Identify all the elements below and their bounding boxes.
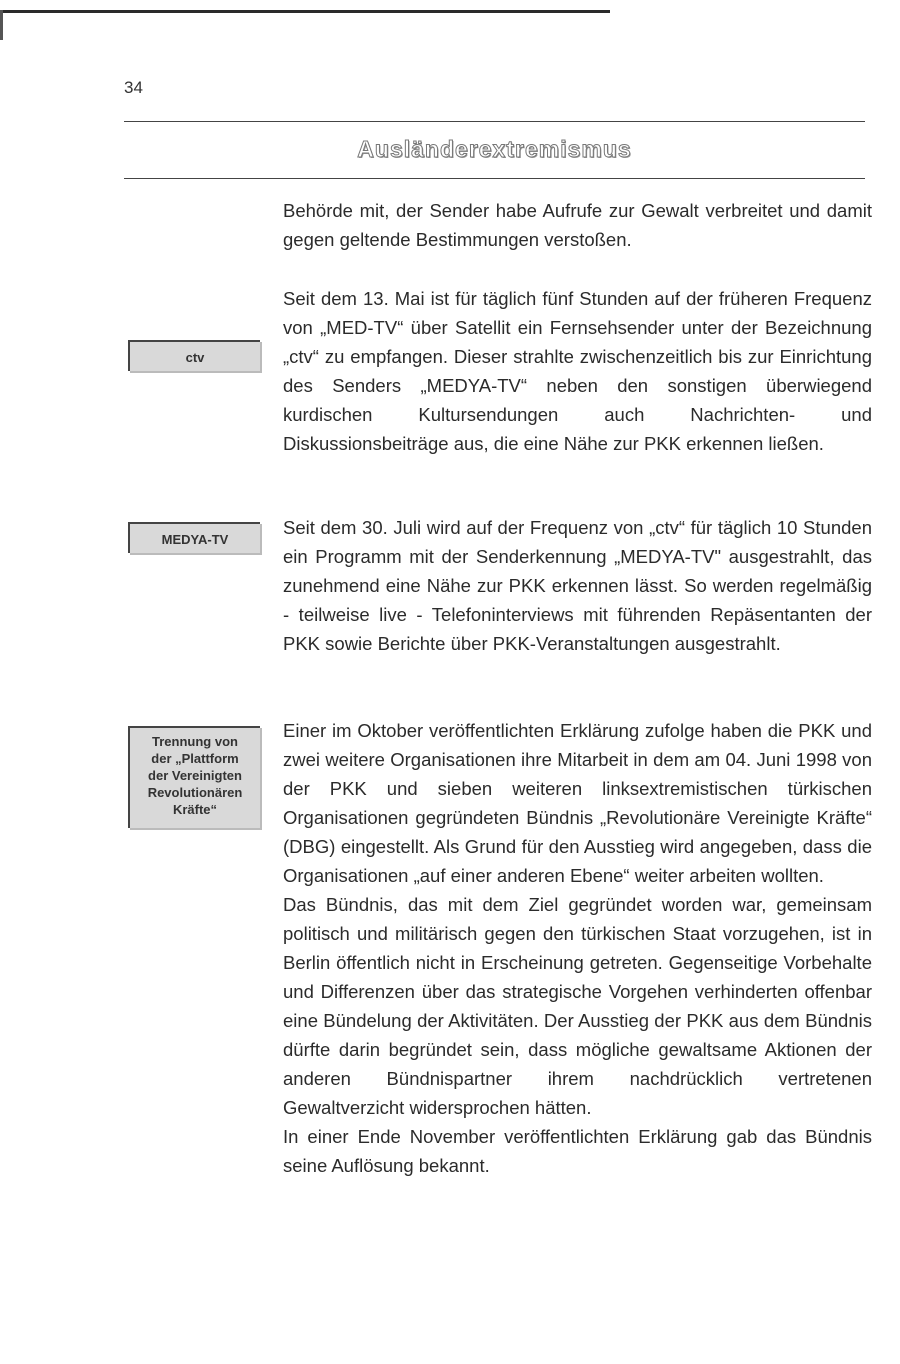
paragraph: Behörde mit, der Sender habe Aufrufe zur Gewalt verbreitet und damit gegen geltende Bestimmungen verstoßen. [283, 200, 872, 250]
paragraph: In einer Ende November veröffentlichten Erklärung gab das Bündnis seine Auflösung bekannt. [283, 1126, 872, 1176]
paragraph: Seit dem 13. Mai ist für täglich fünf Stunden auf der früheren Frequenz von „MED-TV“ über Satellit ein Fernsehsender unter der Bezeichnung „ctv“ zu empfangen. Dieser strahlte zwischenzeitlich bis zur Einrichtung des Senders „MEDYA-TV“ neben den sonstigen überwiegend kurdischen Kultursendungen auch Nachrichten- und Diskussionsbeiträge aus, die eine Nähe zur PKK erkennen ließen. [283, 288, 872, 454]
paragraph: Seit dem 30. Juli wird auf der Frequenz von „ctv“ für täglich 10 Stunden ein Programm mit der Senderkennung „MEDYA-TV" ausgestrahlt, das zunehmend eine Nähe zur PKK erkennen lässt. So werden regelmäßig - teilweise live - Telefoninterviews mit führenden Repäsentanten der PKK sowie Berichte über PKK-Veranstaltungen ausgestrahlt. [283, 517, 872, 654]
page-number: 34 [124, 78, 143, 97]
margin-note-line: Revolutionären [147, 785, 243, 800]
margin-note-line: der „Plattform [151, 751, 239, 766]
scan-edge [0, 0, 900, 22]
margin-note-line: MEDYA-TV [161, 532, 229, 547]
paragraph: Das Bündnis, das mit dem Ziel gegründet worden war, gemeinsam politisch und militärisch gegen den türkischen Staat vorzugehen, ist in Berlin öffentlich nicht in Erscheinung getreten. Gegenseitige Vorbehalte und Differenzen über das strategische Vorgehen verhinderten offenbar eine Bündelung der Aktivitäten. Der Ausstieg der PKK aus dem Bündnis dürfte darin begründet sein, dass mögliche gewaltsame Aktionen der anderen Bündnispartner ihrem nachdrücklich vertretenen Gewaltverzicht widersprochen hätten. [283, 894, 872, 1118]
scan-border-line [0, 10, 610, 13]
margin-note-trennung [128, 726, 260, 828]
paragraph-block-3 [283, 513, 872, 658]
margin-note-line: der Vereinigten [148, 768, 242, 783]
paragraph-block-4 [283, 716, 872, 1180]
header-rule-bottom [124, 178, 865, 179]
paragraph-block-1 [283, 196, 872, 254]
margin-note-line: Kräfte“ [172, 802, 218, 817]
margin-note-ctv [128, 340, 260, 371]
margin-note-line: Trennung von [152, 734, 238, 749]
header-rule-top [124, 121, 865, 122]
margin-note-medya-tv [128, 522, 260, 553]
paragraph: Einer im Oktober veröffentlichten Erklärung zufolge haben die PKK und zwei weitere Organisationen ihre Mitarbeit in dem am 04. Juni 1998 von der PKK und sieben weiteren linksextremistischen türkischen Organisationen gegründeten Bündnis „Revolutionäre Vereinigte Kräfte“ (DBG) eingestellt. Als Grund für den Ausstieg wird angegeben, dass die Organisationen „auf einer anderen Ebene“ weiter arbeiten wollten. [283, 720, 872, 886]
header-title: Ausländerextremismus [357, 136, 632, 162]
paragraph-block-2 [283, 284, 872, 458]
scan-border-corner [0, 10, 3, 40]
margin-note-line: ctv [185, 350, 205, 365]
